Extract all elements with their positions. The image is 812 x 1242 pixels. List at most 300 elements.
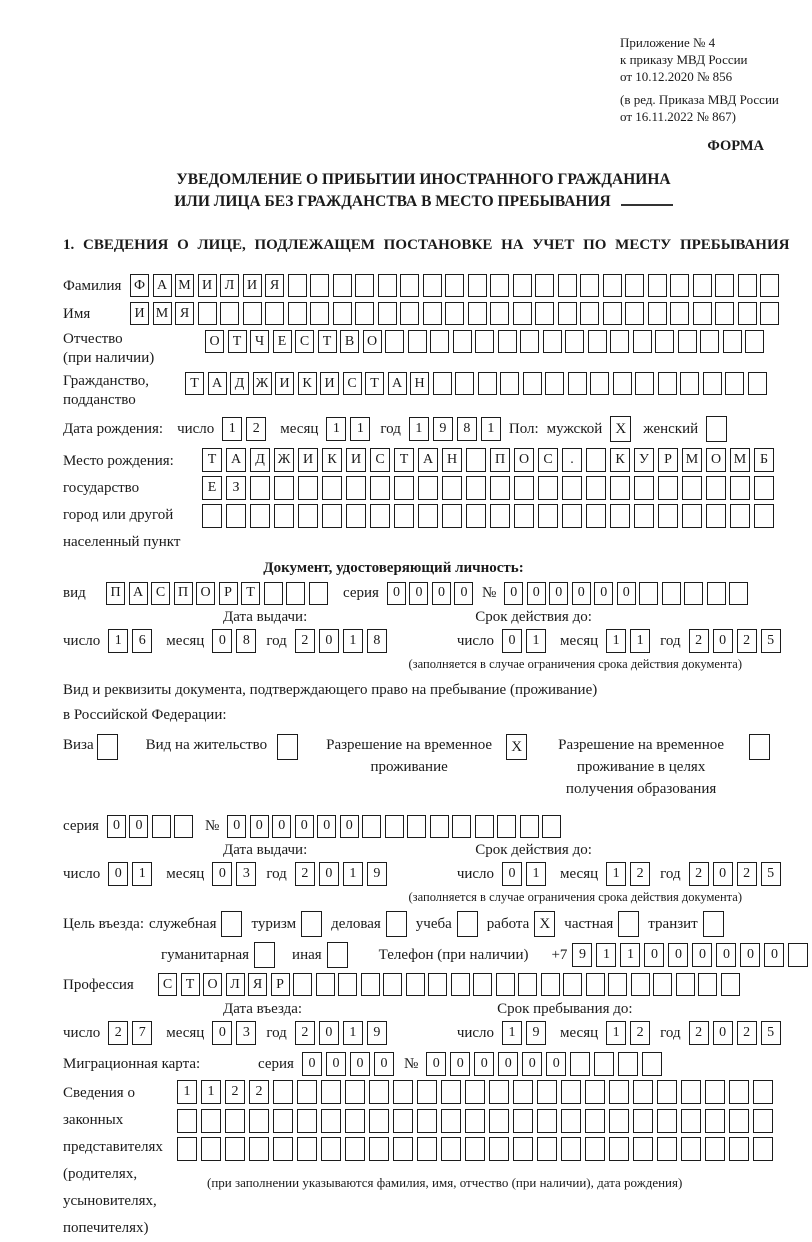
identity-issue-month-cells[interactable] xyxy=(212,629,260,653)
char-cell[interactable] xyxy=(174,815,193,838)
purpose-tourism-checkbox[interactable] xyxy=(301,911,322,937)
char-cell[interactable] xyxy=(538,476,558,500)
char-cell[interactable] xyxy=(322,504,342,528)
char-cell[interactable] xyxy=(250,504,270,528)
char-cell[interactable] xyxy=(513,274,532,297)
entry-day-cells[interactable] xyxy=(108,1021,156,1045)
char-cell[interactable] xyxy=(362,815,381,838)
char-cell[interactable] xyxy=(610,330,629,353)
char-cell[interactable] xyxy=(378,302,397,325)
char-cell[interactable] xyxy=(243,302,262,325)
identity-kind-cells[interactable] xyxy=(106,582,331,605)
char-cell[interactable]: М xyxy=(730,448,750,472)
char-cell[interactable]: Н xyxy=(410,372,429,395)
char-cell[interactable] xyxy=(423,274,442,297)
char-cell[interactable] xyxy=(286,582,305,605)
char-cell[interactable] xyxy=(465,1109,485,1133)
char-cell[interactable] xyxy=(225,1109,245,1133)
char-cell[interactable] xyxy=(513,1109,533,1133)
char-cell[interactable] xyxy=(706,504,726,528)
char-cell[interactable]: 2 xyxy=(225,1080,245,1104)
char-cell[interactable] xyxy=(655,330,674,353)
char-cell[interactable] xyxy=(648,274,667,297)
purpose-official-checkbox[interactable] xyxy=(221,911,242,937)
char-cell[interactable]: 0 xyxy=(450,1052,470,1076)
purpose-transit-checkbox[interactable] xyxy=(703,911,724,937)
char-cell[interactable] xyxy=(537,1137,557,1161)
char-cell[interactable] xyxy=(201,1109,221,1133)
char-cell[interactable] xyxy=(430,815,449,838)
birth-day-cells[interactable] xyxy=(222,417,270,441)
char-cell[interactable]: И xyxy=(130,302,149,325)
char-cell[interactable]: А xyxy=(388,372,407,395)
char-cell[interactable]: 2 xyxy=(737,629,757,653)
char-cell[interactable] xyxy=(513,302,532,325)
char-cell[interactable]: 5 xyxy=(761,862,781,886)
char-cell[interactable] xyxy=(745,330,764,353)
char-cell[interactable] xyxy=(333,274,352,297)
stay-valid-year-cells[interactable] xyxy=(689,862,785,886)
char-cell[interactable]: 0 xyxy=(617,582,636,605)
char-cell[interactable]: 1 xyxy=(222,417,242,441)
char-cell[interactable]: 2 xyxy=(689,862,709,886)
char-cell[interactable] xyxy=(441,1109,461,1133)
char-cell[interactable] xyxy=(760,302,779,325)
char-cell[interactable]: Е xyxy=(273,330,292,353)
char-cell[interactable]: 0 xyxy=(272,815,291,838)
char-cell[interactable]: 0 xyxy=(374,1052,394,1076)
char-cell[interactable]: И xyxy=(346,448,366,472)
entry-year-cells[interactable] xyxy=(295,1021,391,1045)
char-cell[interactable] xyxy=(585,1137,605,1161)
char-cell[interactable]: 0 xyxy=(317,815,336,838)
char-cell[interactable]: И xyxy=(198,274,217,297)
char-cell[interactable] xyxy=(265,302,284,325)
char-cell[interactable] xyxy=(609,1137,629,1161)
char-cell[interactable] xyxy=(634,504,654,528)
char-cell[interactable] xyxy=(250,476,270,500)
char-cell[interactable]: 0 xyxy=(572,582,591,605)
char-cell[interactable] xyxy=(706,476,726,500)
char-cell[interactable] xyxy=(610,476,630,500)
char-cell[interactable] xyxy=(225,1137,245,1161)
char-cell[interactable]: 5 xyxy=(761,1021,781,1045)
char-cell[interactable] xyxy=(715,302,734,325)
char-cell[interactable] xyxy=(537,1080,557,1104)
char-cell[interactable] xyxy=(468,274,487,297)
char-cell[interactable]: О xyxy=(205,330,224,353)
char-cell[interactable] xyxy=(590,372,609,395)
char-cell[interactable]: П xyxy=(490,448,510,472)
char-cell[interactable] xyxy=(754,504,774,528)
char-cell[interactable]: Е xyxy=(202,476,222,500)
char-cell[interactable]: Ж xyxy=(274,448,294,472)
char-cell[interactable] xyxy=(452,815,471,838)
char-cell[interactable] xyxy=(152,815,171,838)
char-cell[interactable] xyxy=(473,973,492,996)
char-cell[interactable] xyxy=(562,504,582,528)
char-cell[interactable] xyxy=(274,504,294,528)
char-cell[interactable] xyxy=(442,504,462,528)
char-cell[interactable]: 0 xyxy=(319,629,339,653)
visa-checkbox[interactable] xyxy=(97,734,118,760)
char-cell[interactable]: И xyxy=(275,372,294,395)
char-cell[interactable]: 1 xyxy=(596,943,616,967)
surname-cells[interactable] xyxy=(130,274,783,297)
char-cell[interactable]: О xyxy=(196,582,215,605)
char-cell[interactable] xyxy=(609,1080,629,1104)
char-cell[interactable] xyxy=(680,372,699,395)
char-cell[interactable] xyxy=(705,1080,725,1104)
char-cell[interactable] xyxy=(608,973,627,996)
char-cell[interactable] xyxy=(514,504,534,528)
char-cell[interactable] xyxy=(682,504,702,528)
char-cell[interactable] xyxy=(565,330,584,353)
char-cell[interactable] xyxy=(730,504,750,528)
char-cell[interactable] xyxy=(370,476,390,500)
char-cell[interactable] xyxy=(407,815,426,838)
char-cell[interactable] xyxy=(489,1137,509,1161)
char-cell[interactable]: О xyxy=(203,973,222,996)
char-cell[interactable]: 0 xyxy=(454,582,473,605)
char-cell[interactable] xyxy=(288,274,307,297)
char-cell[interactable] xyxy=(475,815,494,838)
char-cell[interactable]: 8 xyxy=(236,629,256,653)
char-cell[interactable]: Ч xyxy=(250,330,269,353)
representatives-row1-cells[interactable] xyxy=(177,1080,777,1104)
char-cell[interactable]: С xyxy=(343,372,362,395)
char-cell[interactable] xyxy=(535,302,554,325)
char-cell[interactable]: 0 xyxy=(212,862,232,886)
char-cell[interactable] xyxy=(417,1109,437,1133)
name-cells[interactable] xyxy=(130,302,783,325)
char-cell[interactable] xyxy=(725,372,744,395)
char-cell[interactable] xyxy=(648,302,667,325)
char-cell[interactable] xyxy=(423,302,442,325)
char-cell[interactable] xyxy=(570,1052,590,1076)
char-cell[interactable] xyxy=(433,372,452,395)
char-cell[interactable] xyxy=(520,815,539,838)
char-cell[interactable] xyxy=(753,1109,773,1133)
char-cell[interactable]: 0 xyxy=(764,943,784,967)
temp-residence-checkbox[interactable]: X xyxy=(506,734,527,760)
char-cell[interactable]: 1 xyxy=(326,417,346,441)
char-cell[interactable]: 0 xyxy=(108,862,128,886)
representatives-row2-cells[interactable] xyxy=(177,1109,777,1133)
char-cell[interactable]: И xyxy=(298,448,318,472)
char-cell[interactable]: 1 xyxy=(502,1021,522,1045)
char-cell[interactable] xyxy=(681,1080,701,1104)
char-cell[interactable] xyxy=(177,1109,197,1133)
char-cell[interactable] xyxy=(430,330,449,353)
representatives-row3-cells[interactable] xyxy=(177,1137,777,1161)
char-cell[interactable]: Т xyxy=(228,330,247,353)
char-cell[interactable] xyxy=(580,302,599,325)
char-cell[interactable] xyxy=(729,1137,749,1161)
char-cell[interactable] xyxy=(249,1137,269,1161)
purpose-business-checkbox[interactable] xyxy=(386,911,407,937)
char-cell[interactable] xyxy=(586,504,606,528)
identity-issue-year-cells[interactable] xyxy=(295,629,391,653)
char-cell[interactable] xyxy=(633,1080,653,1104)
char-cell[interactable] xyxy=(466,476,486,500)
char-cell[interactable] xyxy=(635,372,654,395)
char-cell[interactable] xyxy=(585,1109,605,1133)
stay-issue-day-cells[interactable] xyxy=(108,862,156,886)
char-cell[interactable] xyxy=(345,1109,365,1133)
char-cell[interactable]: 0 xyxy=(498,1052,518,1076)
char-cell[interactable] xyxy=(518,973,537,996)
char-cell[interactable] xyxy=(513,1080,533,1104)
char-cell[interactable] xyxy=(631,973,650,996)
char-cell[interactable]: 3 xyxy=(236,1021,256,1045)
char-cell[interactable]: Ж xyxy=(253,372,272,395)
char-cell[interactable]: О xyxy=(514,448,534,472)
char-cell[interactable]: 2 xyxy=(246,417,266,441)
char-cell[interactable] xyxy=(297,1080,317,1104)
char-cell[interactable]: 0 xyxy=(527,582,546,605)
temp-residence-education-checkbox[interactable] xyxy=(749,734,770,760)
char-cell[interactable]: С xyxy=(538,448,558,472)
char-cell[interactable]: Л xyxy=(226,973,245,996)
char-cell[interactable] xyxy=(658,476,678,500)
char-cell[interactable]: 2 xyxy=(737,862,757,886)
char-cell[interactable] xyxy=(198,302,217,325)
char-cell[interactable]: К xyxy=(322,448,342,472)
char-cell[interactable] xyxy=(321,1137,341,1161)
char-cell[interactable] xyxy=(393,1080,413,1104)
identity-valid-day-cells[interactable] xyxy=(502,629,550,653)
char-cell[interactable] xyxy=(586,476,606,500)
char-cell[interactable]: 6 xyxy=(132,629,152,653)
char-cell[interactable] xyxy=(453,330,472,353)
char-cell[interactable] xyxy=(496,973,515,996)
char-cell[interactable] xyxy=(681,1109,701,1133)
char-cell[interactable]: 9 xyxy=(367,862,387,886)
purpose-study-checkbox[interactable] xyxy=(457,911,478,937)
char-cell[interactable]: 5 xyxy=(761,629,781,653)
char-cell[interactable] xyxy=(201,1137,221,1161)
char-cell[interactable] xyxy=(465,1080,485,1104)
char-cell[interactable] xyxy=(514,476,534,500)
char-cell[interactable]: 8 xyxy=(457,417,477,441)
char-cell[interactable] xyxy=(418,504,438,528)
char-cell[interactable] xyxy=(543,330,562,353)
char-cell[interactable] xyxy=(310,274,329,297)
char-cell[interactable] xyxy=(345,1137,365,1161)
char-cell[interactable] xyxy=(361,973,380,996)
char-cell[interactable]: Т xyxy=(394,448,414,472)
char-cell[interactable] xyxy=(321,1080,341,1104)
char-cell[interactable] xyxy=(753,1137,773,1161)
char-cell[interactable]: З xyxy=(226,476,246,500)
char-cell[interactable]: 0 xyxy=(212,629,232,653)
char-cell[interactable] xyxy=(468,302,487,325)
char-cell[interactable] xyxy=(445,302,464,325)
char-cell[interactable] xyxy=(760,274,779,297)
char-cell[interactable] xyxy=(490,274,509,297)
char-cell[interactable] xyxy=(297,1137,317,1161)
profession-cells[interactable] xyxy=(158,973,743,996)
char-cell[interactable]: 0 xyxy=(594,582,613,605)
char-cell[interactable]: А xyxy=(129,582,148,605)
char-cell[interactable] xyxy=(707,582,726,605)
char-cell[interactable] xyxy=(273,1080,293,1104)
char-cell[interactable] xyxy=(678,330,697,353)
char-cell[interactable]: Т xyxy=(202,448,222,472)
char-cell[interactable] xyxy=(177,1137,197,1161)
char-cell[interactable]: 0 xyxy=(644,943,664,967)
char-cell[interactable] xyxy=(721,973,740,996)
char-cell[interactable] xyxy=(729,1109,749,1133)
birth-year-cells[interactable] xyxy=(409,417,505,441)
char-cell[interactable] xyxy=(594,1052,614,1076)
char-cell[interactable] xyxy=(385,330,404,353)
char-cell[interactable]: 1 xyxy=(606,1021,626,1045)
char-cell[interactable] xyxy=(273,1109,293,1133)
char-cell[interactable] xyxy=(705,1137,725,1161)
char-cell[interactable]: 0 xyxy=(129,815,148,838)
char-cell[interactable]: 0 xyxy=(409,582,428,605)
char-cell[interactable] xyxy=(603,302,622,325)
char-cell[interactable]: 0 xyxy=(432,582,451,605)
char-cell[interactable] xyxy=(610,504,630,528)
char-cell[interactable] xyxy=(603,274,622,297)
char-cell[interactable]: 0 xyxy=(502,629,522,653)
char-cell[interactable] xyxy=(346,504,366,528)
stay-valid-month-cells[interactable] xyxy=(606,862,654,886)
char-cell[interactable] xyxy=(754,476,774,500)
char-cell[interactable] xyxy=(558,302,577,325)
char-cell[interactable]: 2 xyxy=(295,629,315,653)
char-cell[interactable] xyxy=(441,1080,461,1104)
char-cell[interactable]: Ф xyxy=(130,274,149,297)
char-cell[interactable]: 1 xyxy=(481,417,501,441)
char-cell[interactable] xyxy=(298,476,318,500)
char-cell[interactable] xyxy=(369,1109,389,1133)
char-cell[interactable] xyxy=(703,372,722,395)
char-cell[interactable] xyxy=(346,476,366,500)
char-cell[interactable] xyxy=(588,330,607,353)
char-cell[interactable] xyxy=(455,372,474,395)
char-cell[interactable] xyxy=(693,302,712,325)
char-cell[interactable] xyxy=(400,302,419,325)
char-cell[interactable]: 0 xyxy=(713,629,733,653)
char-cell[interactable]: 0 xyxy=(302,1052,322,1076)
char-cell[interactable] xyxy=(705,1109,725,1133)
char-cell[interactable] xyxy=(316,973,335,996)
char-cell[interactable]: О xyxy=(363,330,382,353)
char-cell[interactable]: Д xyxy=(250,448,270,472)
char-cell[interactable]: 1 xyxy=(526,629,546,653)
char-cell[interactable]: 0 xyxy=(549,582,568,605)
char-cell[interactable] xyxy=(670,302,689,325)
char-cell[interactable] xyxy=(220,302,239,325)
char-cell[interactable] xyxy=(406,973,425,996)
stay-until-year-cells[interactable] xyxy=(689,1021,785,1045)
char-cell[interactable]: Р xyxy=(658,448,678,472)
stay-issue-year-cells[interactable] xyxy=(295,862,391,886)
char-cell[interactable] xyxy=(490,476,510,500)
char-cell[interactable] xyxy=(288,302,307,325)
birth-place-row3-cells[interactable] xyxy=(202,504,778,528)
char-cell[interactable] xyxy=(633,330,652,353)
char-cell[interactable] xyxy=(613,372,632,395)
char-cell[interactable]: 0 xyxy=(740,943,760,967)
identity-valid-year-cells[interactable] xyxy=(689,629,785,653)
char-cell[interactable]: Б xyxy=(754,448,774,472)
purpose-other-checkbox[interactable] xyxy=(327,942,348,968)
char-cell[interactable]: 0 xyxy=(716,943,736,967)
char-cell[interactable] xyxy=(684,582,703,605)
identity-series-cells[interactable] xyxy=(387,582,477,605)
char-cell[interactable]: 2 xyxy=(108,1021,128,1045)
char-cell[interactable] xyxy=(490,504,510,528)
char-cell[interactable]: М xyxy=(175,274,194,297)
char-cell[interactable]: 0 xyxy=(668,943,688,967)
char-cell[interactable]: 0 xyxy=(692,943,712,967)
char-cell[interactable] xyxy=(333,302,352,325)
char-cell[interactable]: Я xyxy=(248,973,267,996)
char-cell[interactable] xyxy=(535,274,554,297)
citizenship-cells[interactable] xyxy=(185,372,770,395)
char-cell[interactable] xyxy=(400,274,419,297)
char-cell[interactable] xyxy=(466,448,486,472)
char-cell[interactable]: А xyxy=(418,448,438,472)
char-cell[interactable]: 0 xyxy=(426,1052,446,1076)
char-cell[interactable]: 0 xyxy=(295,815,314,838)
char-cell[interactable]: 0 xyxy=(350,1052,370,1076)
char-cell[interactable] xyxy=(489,1080,509,1104)
char-cell[interactable]: Т xyxy=(318,330,337,353)
char-cell[interactable]: 9 xyxy=(433,417,453,441)
char-cell[interactable] xyxy=(562,476,582,500)
char-cell[interactable] xyxy=(500,372,519,395)
char-cell[interactable] xyxy=(682,476,702,500)
birth-month-cells[interactable] xyxy=(326,417,374,441)
char-cell[interactable] xyxy=(475,330,494,353)
char-cell[interactable] xyxy=(753,1080,773,1104)
char-cell[interactable]: 0 xyxy=(326,1052,346,1076)
stay-until-month-cells[interactable] xyxy=(606,1021,654,1045)
char-cell[interactable]: И xyxy=(320,372,339,395)
char-cell[interactable] xyxy=(541,973,560,996)
char-cell[interactable]: 1 xyxy=(108,629,128,653)
char-cell[interactable] xyxy=(580,274,599,297)
char-cell[interactable] xyxy=(274,476,294,500)
patronymic-cells[interactable] xyxy=(205,330,768,353)
char-cell[interactable] xyxy=(490,302,509,325)
char-cell[interactable]: Т xyxy=(185,372,204,395)
char-cell[interactable]: А xyxy=(208,372,227,395)
char-cell[interactable]: 0 xyxy=(340,815,359,838)
char-cell[interactable] xyxy=(563,973,582,996)
char-cell[interactable]: 1 xyxy=(343,862,363,886)
char-cell[interactable] xyxy=(322,476,342,500)
char-cell[interactable]: 0 xyxy=(319,862,339,886)
char-cell[interactable] xyxy=(466,504,486,528)
identity-valid-month-cells[interactable] xyxy=(606,629,654,653)
char-cell[interactable]: Т xyxy=(181,973,200,996)
char-cell[interactable] xyxy=(558,274,577,297)
char-cell[interactable] xyxy=(633,1109,653,1133)
char-cell[interactable]: Т xyxy=(241,582,260,605)
char-cell[interactable] xyxy=(497,815,516,838)
char-cell[interactable] xyxy=(378,274,397,297)
char-cell[interactable]: Т xyxy=(365,372,384,395)
char-cell[interactable]: 1 xyxy=(409,417,429,441)
char-cell[interactable]: 0 xyxy=(319,1021,339,1045)
